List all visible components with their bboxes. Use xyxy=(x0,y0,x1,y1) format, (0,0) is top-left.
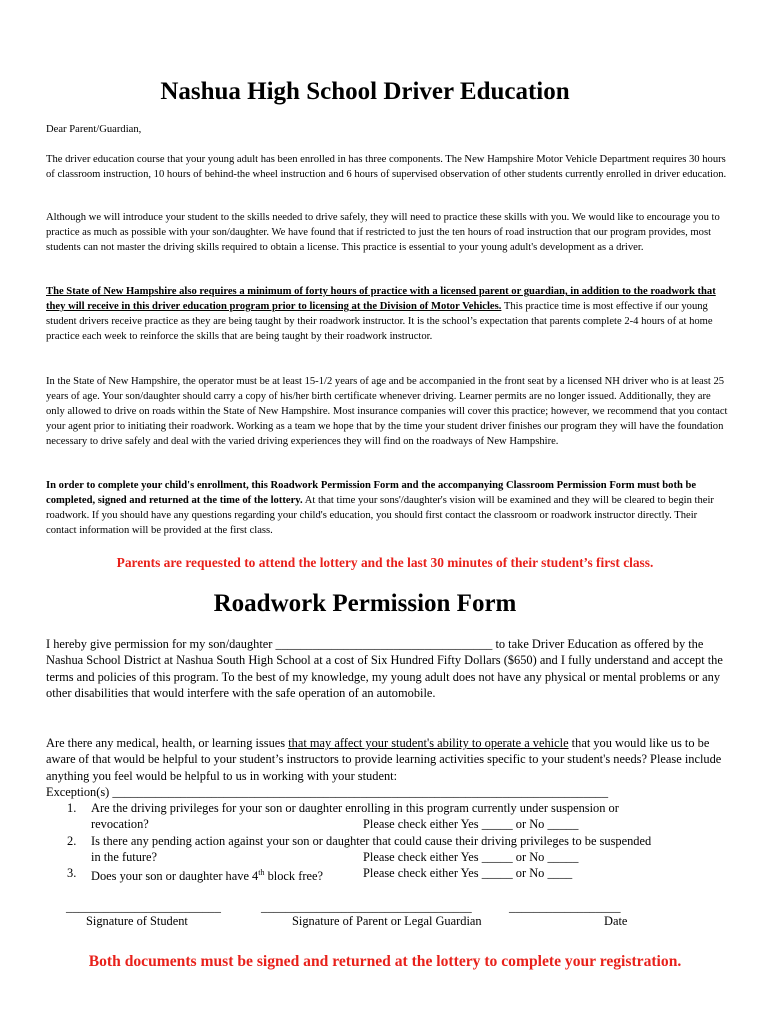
parent-signature-line[interactable]: __________________________________ xyxy=(261,900,472,914)
page-title: Nashua High School Driver Education xyxy=(160,78,570,105)
final-note: Both documents must be signed and returned at the lottery to complete your registration. xyxy=(88,953,682,970)
question-number: 3. xyxy=(67,866,77,880)
question-number: 2. xyxy=(67,834,77,848)
medical-question-underlined: that may affect your student's ability to operate a vehicle xyxy=(288,736,569,750)
practice-requirement-text: This practice time is most effective if our young student drivers receive practice as they are being taught by their roadwork instructor. It is the school’s expectation that parents complete 2-4 hours of at home practice each week to reinforce the skills that are being taught by their roadwork instructor. xyxy=(46,300,713,342)
question-number: 1. xyxy=(67,801,77,815)
yes-no-check[interactable]: Please check either Yes _____ or No _____ xyxy=(363,850,579,864)
medical-question-start: Are there any medical, health, or learning issues xyxy=(46,736,289,750)
question-text: Are the driving privileges for your son or daughter enrolling in this program currently under suspension or xyxy=(91,801,619,815)
practice-requirement-emphasis: The State of New Hampshire also requires a minimum of forty hours of practice with a licensed parent or guardian, in addition to the roadwork that they will receive in this driver education program prior to licensing at the Division of Motor Vehicles. xyxy=(46,286,716,312)
paragraph-practice-encouragement: Although we will introduce your student to the skills needed to drive safely, they will need to practice these skills with you. We would like to encourage you to practice as much as possible with your son/daughter. We have found that if restricted to just the ten hours of road instruction that our program provides, most students can not master the driving skills required to obtain a license. This practice is essential to your young adult's development as a driver. xyxy=(46,212,720,253)
form-title: Roadwork Permission Form xyxy=(213,590,517,617)
paragraph-practice-requirement xyxy=(46,285,728,345)
date-label: Date xyxy=(604,914,628,928)
enrollment-text: At that time your sons'/daughter's vision will be examined and they will be cleared to begin their roadwork. If you should have any questions regarding your child's education, you should first contact the classroom or roadwork instructor directly. Their contact information will be provided at the first class. xyxy=(46,494,714,536)
medical-question-end: that you would like us to be aware of that would be helpful to your student’s instructors to provide learning activities specific to your student's needs? Please include anything you feel would be helpful to us in working with your student: xyxy=(46,736,722,783)
paragraph-operator-requirements: In the State of New Hampshire, the operator must be at least 15-1/2 years of age and be accompanied in the front seat by a licensed NH driver who is at least 25 years of age. Your son/daughter should carry a copy of his/her birth certificate whenever driving. Learner permits are no longer issued. Additionally, they are only allowed to drive on roads within the State of New Hampshire. Most insurance companies will cover this practice; however, we recommend that you contact your agent prior to initiating their roadwork. Working as a team we hope that by the time your student driver finishes our program they will have the foundation necessary to drive safely and deal with the varied driving experiences they will find on the roadways of New Hampshire. xyxy=(46,376,728,447)
permission-statement: I hereby give permission for my son/daughter ___________________________________ to take Driver Education as offered by the Nashua School District at Nashua South High School at a cost of Six Hundred Fifty Dollars ($650) and I fully understand and accept the terms and policies of this program. To the best of my knowledge, my young adult does not have any physical or mental problems or any other disabilities that would interfere with the safe operation of an automobile. xyxy=(46,637,723,701)
exceptions-field[interactable]: Exception(s) ________________________________________________________________________________ xyxy=(46,785,609,799)
salutation: Dear Parent/Guardian, xyxy=(46,124,142,135)
question-text-continued: in the future? xyxy=(91,850,158,864)
date-line[interactable]: __________________ xyxy=(509,900,621,914)
medical-question xyxy=(46,735,731,784)
question-text: Is there any pending action against your son or daughter that could cause their driving privileges to be suspended xyxy=(91,834,652,848)
parents-note: Parents are requested to attend the lottery and the last 30 minutes of their student’s first class. xyxy=(116,555,654,570)
question-text: Does your son or daughter have 4th block free? xyxy=(91,868,323,884)
student-signature-line[interactable]: _________________________ xyxy=(66,900,221,914)
yes-no-check[interactable]: Please check either Yes _____ or No ____ xyxy=(363,866,573,880)
student-signature-label: Signature of Student xyxy=(86,914,188,928)
question-text-continued: revocation? xyxy=(91,817,149,831)
enrollment-emphasis: In order to complete your child's enrollment, this Roadwork Permission Form and the accompanying Classroom Permission Form must both be completed, signed and returned at the time of the lottery. xyxy=(46,480,697,506)
paragraph-enrollment xyxy=(46,479,728,539)
parent-signature-label: Signature of Parent or Legal Guardian xyxy=(292,914,482,928)
paragraph-course-components: The driver education course that your young adult has been enrolled in has three components. The New Hampshire Motor Vehicle Department requires 30 hours of classroom instruction, 10 hours of behind-the wheel instruction and 6 hours of supervised observation of other students currently enrolled in driver education. xyxy=(46,154,727,180)
yes-no-check[interactable]: Please check either Yes _____ or No _____ xyxy=(363,817,579,831)
